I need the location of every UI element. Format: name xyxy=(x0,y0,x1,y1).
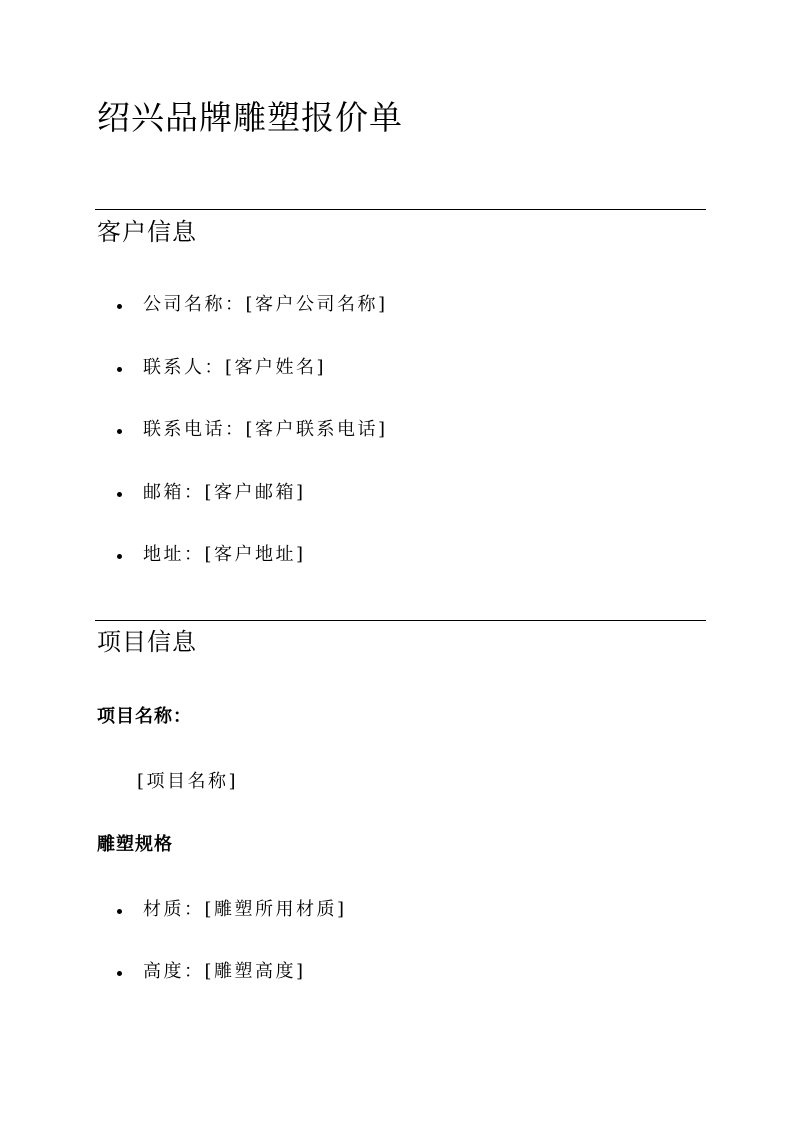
bullet-icon xyxy=(117,304,122,309)
list-item-text: 高度：[雕塑高度] xyxy=(143,961,306,982)
list-item-contact-phone xyxy=(117,417,388,443)
list-item-text: 公司名称：[客户公司名称] xyxy=(143,294,388,315)
list-item-text: 材质：[雕塑所用材质] xyxy=(143,899,347,920)
bullet-icon xyxy=(117,909,122,914)
bullet-icon xyxy=(117,367,122,372)
list-item-company-name xyxy=(117,292,388,318)
section-divider-project xyxy=(95,620,706,621)
list-item-address xyxy=(117,542,306,568)
bullet-icon xyxy=(117,492,122,497)
list-item-text: 联系人：[客户姓名] xyxy=(143,357,327,378)
list-item-email xyxy=(117,480,306,506)
bullet-icon xyxy=(117,429,122,434)
project-name-value: [项目名称] xyxy=(137,771,239,792)
list-item-height xyxy=(117,959,306,985)
project-section-heading: 项目信息 xyxy=(97,628,197,656)
list-item-text: 邮箱：[客户邮箱] xyxy=(143,482,306,503)
list-item-contact-person xyxy=(117,355,326,381)
bullet-icon xyxy=(117,554,122,559)
list-item-material xyxy=(117,897,347,923)
sculpture-spec-heading: 雕塑规格 xyxy=(97,834,173,855)
customer-section-heading: 客户信息 xyxy=(97,218,197,246)
document-title: 绍兴品牌雕塑报价单 xyxy=(97,98,403,137)
list-item-text: 联系电话：[客户联系电话] xyxy=(143,419,388,440)
list-item-text: 地址：[客户地址] xyxy=(143,544,306,565)
section-divider-customer xyxy=(95,209,706,210)
project-name-label: 项目名称： xyxy=(97,706,192,727)
bullet-icon xyxy=(117,971,122,976)
